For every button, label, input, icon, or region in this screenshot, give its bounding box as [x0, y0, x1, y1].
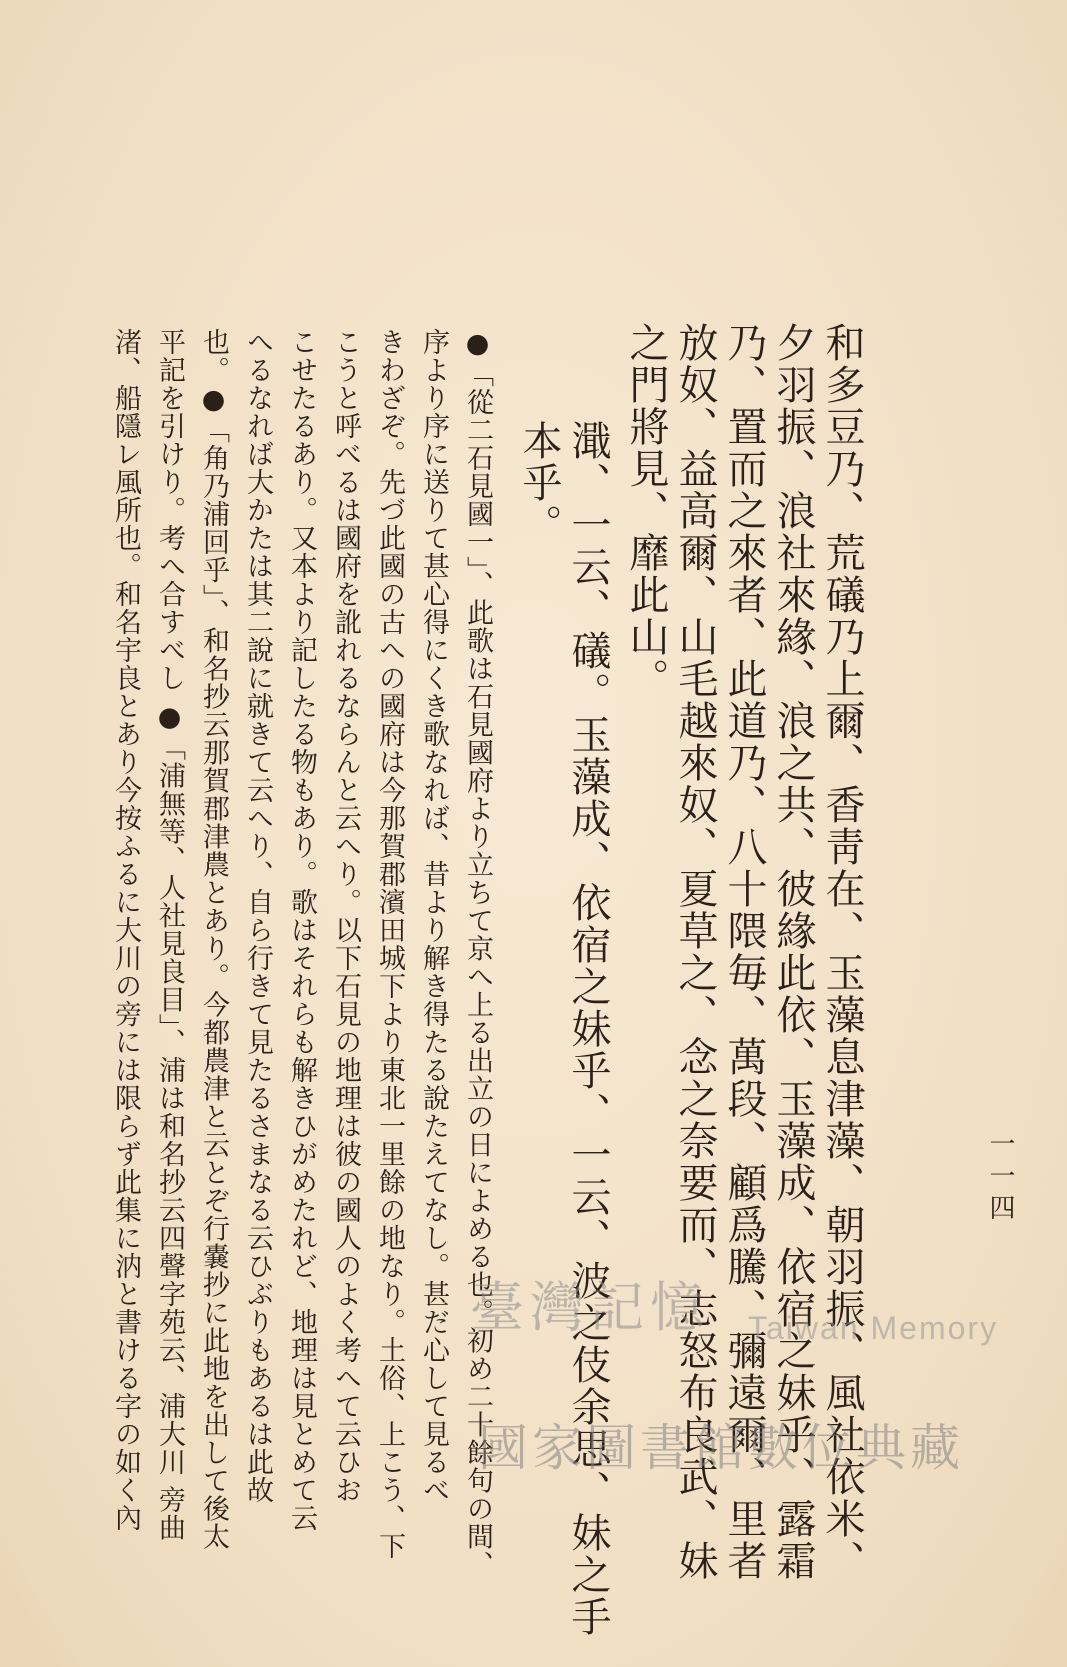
- poem-line: 乃、置而之來者、此道乃、八十隈毎、萬段、顧爲騰、彌遠爾、里者: [721, 322, 767, 1582]
- poem-line: 本乎。: [516, 420, 562, 546]
- watermark-english-text: Taiwan Memory: [748, 1310, 999, 1346]
- poem-line: 和多豆乃、荒礒乃上爾、香靑在、玉藻息津藻、朝羽振、風社依米、: [819, 322, 865, 1582]
- commentary-line: へるなれば大かたは其二說に就きて云へり、自ら行きて見たるさまなる云ひぶりもあるは此故: [242, 328, 273, 1504]
- poem-line: 之門將見、靡此山。: [623, 322, 669, 700]
- commentary-line: 平記を引けり。考へ合すべし ●「浦無等、人社見良目」、浦は和名抄云四聲字苑云、浦大川 旁曲: [154, 328, 185, 1542]
- commentary-line: きわざぞ。先づ此國の古への國府は今那賀郡濱田城下より東北一里餘の地なり。土俗、上こう、下: [374, 328, 405, 1560]
- commentary-line: ●「從二石見國一」、此歌は石見國府より立ちて京へ上る出立の日によめる也。初め二十餘句の間、: [462, 328, 493, 1579]
- poem-line: 放奴、益高爾、山毛越來奴、夏草之、念之奈要而、志怒布良武、妹: [672, 322, 718, 1582]
- poem-line: 濈、一云、礒。玉藻成、依宿之妹乎、一云、波之伎余思、妹之手: [565, 420, 611, 1638]
- commentary-line: こうと呼べるは國府を訛れるならんと云へり。以下石見の地理は彼の國人のよく考へて云ひお: [330, 328, 361, 1504]
- commentary-line: こせたるあり。又本より記したる物もあり。歌はそれらも解きひがめたれど、地理は見とめて云: [286, 328, 317, 1532]
- watermark-chinese-text: 臺灣記憶: [470, 1276, 710, 1339]
- watermark-library-name: 國家圖書館數位典藏: [478, 1419, 964, 1477]
- commentary-line: 序より序に送りて甚心得にくき歌なれば、昔より解き得たる說たえてなし。甚だ心して見るべ: [418, 328, 449, 1504]
- page-number: 一一四: [985, 1130, 1015, 1226]
- commentary-line: 也。●「角乃浦回乎」、和名抄云那賀郡津農とあり。今都農津と云とぞ行嚢抄に此地を出して後太: [198, 328, 229, 1551]
- commentary-line: 渚、船隱レ風所也。和名宇良とあり今按ふるに大川の旁には限らず此集に汭と書ける字の如く內: [110, 328, 141, 1532]
- poem-line: 夕羽振、浪社來緣、浪之共、彼緣此依、玉藻成、依宿之妹乎、露霜: [770, 322, 816, 1582]
